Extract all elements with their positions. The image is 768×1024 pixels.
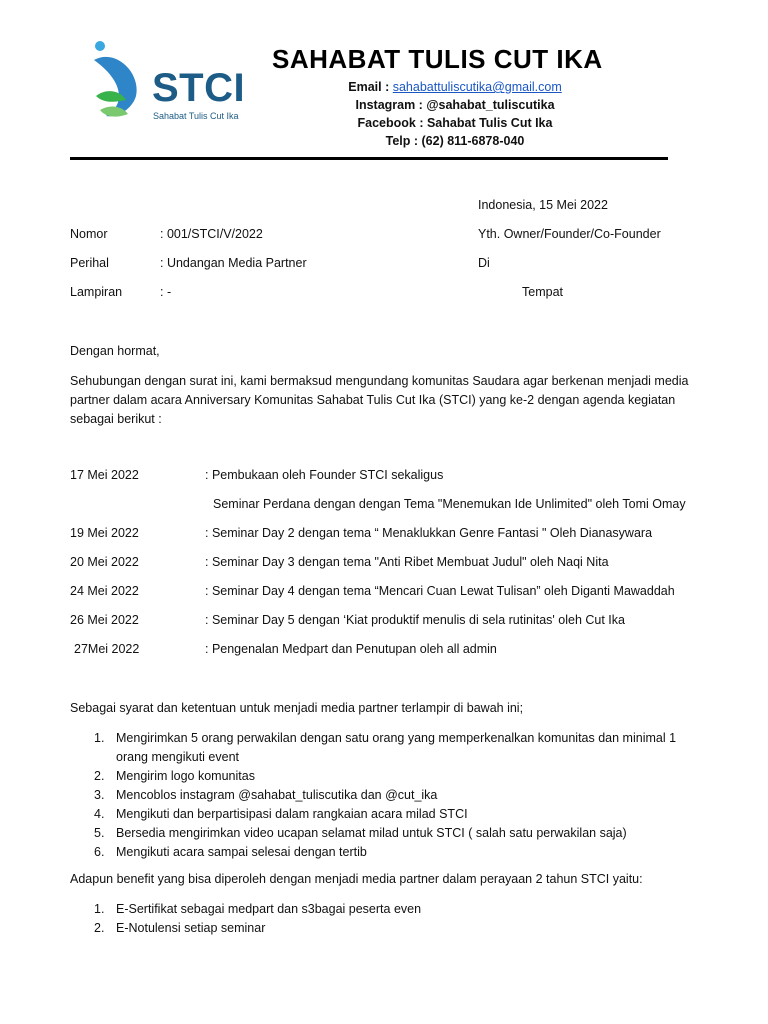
list-text: Mengikuti acara sampai selesai dengan tertib [116, 845, 367, 859]
list-number: 3. [94, 788, 105, 802]
list-number: 2. [94, 769, 105, 783]
logo-text: STCI [152, 66, 246, 110]
phone-line: Telp : (62) 811-6878-040 [385, 134, 525, 148]
list-text: Mencoblos instagram @sahabat_tuliscutika dan @cut_ika [116, 788, 438, 802]
list-text: E-Sertifikat sebagai medpart dan s3bagai peserta even [116, 902, 422, 916]
email-line [300, 80, 610, 94]
list-number: 5. [94, 826, 105, 840]
benefits-intro: Adapun benefit yang bisa diperoleh dengan menjadi media partner dalam perayaan 2 tahun STCI yaitu: [70, 872, 643, 886]
list-number: 1. [94, 731, 105, 745]
instagram-line: Instagram : @sahabat_tuliscutika [355, 98, 555, 112]
nomor-value: : 001/STCI/V/2022 [160, 227, 263, 241]
requirements-intro: Sebagai syarat dan ketentuan untuk menjadi media partner terlampir di bawah ini; [70, 701, 524, 715]
greeting: Dengan hormat, [70, 344, 160, 358]
email-link[interactable]: sahabattuliscutika@gmail.com [392, 80, 562, 94]
lampiran-label: Lampiran [70, 285, 123, 299]
list-text: Mengirim logo komunitas [116, 769, 255, 783]
letter-date: Indonesia, 15 Mei 2022 [478, 198, 608, 212]
perihal-value: : Undangan Media Partner [160, 256, 307, 270]
email-label: Email : [348, 80, 390, 94]
list-text: Bersedia mengirimkan video ucapan selamat milad untuk STCI ( salah satu perwakilan saja) [116, 826, 627, 840]
list-number: 2. [94, 921, 105, 935]
lampiran-value: : - [160, 285, 172, 299]
agenda-date: 24 Mei 2022 [70, 584, 139, 598]
agenda-date: 20 Mei 2022 [70, 555, 139, 569]
recipient-di: Di [478, 256, 490, 270]
facebook-line: Facebook : Sahabat Tulis Cut Ika [357, 116, 553, 130]
agenda-date: 26 Mei 2022 [70, 613, 139, 627]
agenda-text: Seminar Perdana dengan dengan Tema "Menemukan Ide Unlimited" oleh Tomi Omay [213, 497, 686, 511]
agenda-text: : Pembukaan oleh Founder STCI sekaligus [205, 468, 444, 482]
list-text: Mengikuti dan berpartisipasi dalam rangkaian acara milad STCI [116, 807, 468, 821]
perihal-label: Perihal [70, 256, 109, 270]
agenda-text: : Pengenalan Medpart dan Penutupan oleh all admin [205, 642, 497, 656]
list-text: Mengirimkan 5 orang perwakilan dengan satu orang yang memperkenalkan komunitas dan minimal 1 orang mengikuti event [116, 731, 677, 764]
agenda-date: 19 Mei 2022 [70, 526, 139, 540]
header-divider [70, 157, 668, 160]
agenda-date: 17 Mei 2022 [70, 468, 139, 482]
agenda-text: : Seminar Day 3 dengan tema "Anti Ribet Membuat Judul" oleh Naqi Nita [205, 555, 609, 569]
agenda-date: 27Mei 2022 [74, 642, 140, 656]
agenda-text: : Seminar Day 4 dengan tema “Mencari Cuan Lewat Tulisan” oleh Diganti Mawaddah [205, 584, 675, 598]
logo-subtitle: Sahabat Tulis Cut Ika [153, 111, 239, 121]
list-text: E-Notulensi setiap seminar [116, 921, 266, 935]
list-number: 1. [94, 902, 105, 916]
organization-title: SAHABAT TULIS CUT IKA [272, 44, 603, 74]
agenda-text: : Seminar Day 5 dengan ‘Kiat produktif menulis di sela rutinitas' oleh Cut Ika [205, 613, 625, 627]
recipient: Yth. Owner/Founder/Co-Founder [478, 227, 661, 241]
nomor-label: Nomor [70, 227, 108, 241]
list-number: 4. [94, 807, 105, 821]
intro-paragraph: Sehubungan dengan surat ini, kami bermaksud mengundang komunitas Saudara agar berkenan menjadi media partner dalam acara Anniversary Komunitas Sahabat Tulis Cut Ika (STCI) yang ke-2 dengan agenda kegiatan sebagai berikut : [70, 374, 689, 426]
recipient-tempat: Tempat [522, 285, 563, 299]
list-number: 6. [94, 845, 105, 859]
agenda-text: : Seminar Day 2 dengan tema “ Menaklukkan Genre Fantasi " Oleh Dianasywara [205, 526, 653, 540]
